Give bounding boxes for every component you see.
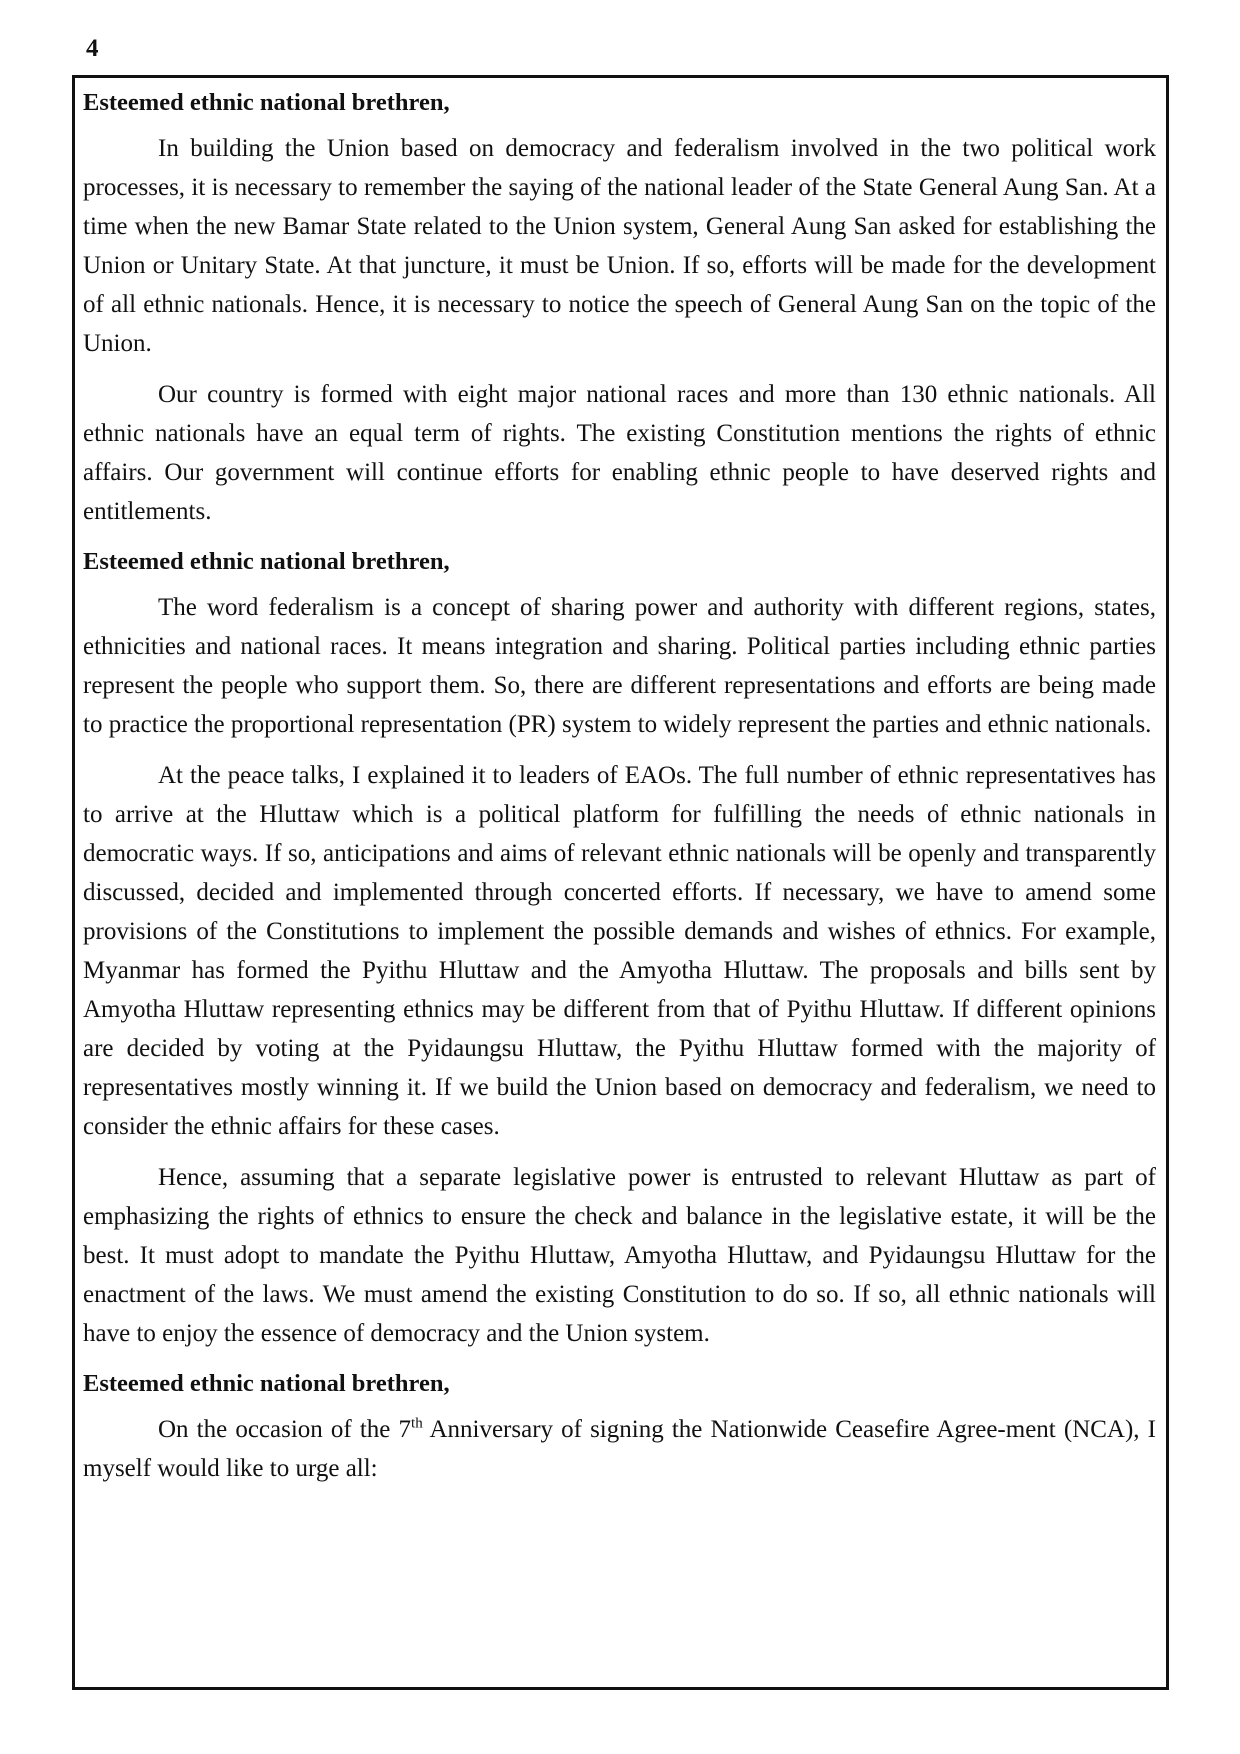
salutation-heading: Esteemed ethnic national brethren, — [83, 1370, 450, 1397]
paragraph-nca-anniversary — [83, 1410, 1156, 1488]
paragraph-peace-talks: At the peace talks, I explained it to leaders of EAOs. The full number of ethnic representatives has to arrive at the Hluttaw which is a political platform for fulfilling the needs of ethnic nationals in democratic ways. If so, anticipations and aims of relevant ethnic nationals will be openly and transparently discussed, decided and implemented through concerted efforts. If necessary, we have to amend some provisions of the Constitutions to implement the possible demands and wishes of ethnics. For example, Myanmar has formed the Pyithu Hluttaw and the Amyotha Hluttaw. The proposals and bills sent by Amyotha Hluttaw representing ethnics may be different from that of Pyithu Hluttaw. If different opinions are decided by voting at the Pyidaungsu Hluttaw, the Pyithu Hluttaw formed with the majority of representatives mostly winning it. If we build the Union based on democracy and federalism, we need to consider the ethnic affairs for these cases. — [83, 762, 1156, 1140]
nca-text-after: Anniversary of signing the Nationwide Ceasefire Agree-ment (NCA), I myself would like to urge all: — [83, 1416, 1156, 1482]
paragraph-federalism-concept: The word federalism is a concept of sharing power and authority with different regions, states, ethnicities and national races. It means integration and sharing. Political parties including ethnic parties represent the people who support them. So, there are different representations and efforts are being made to practice the proportional representation (PR) system to widely represent the parties and ethnic nationals. — [83, 594, 1156, 738]
paragraph-union-general-aung-san: In building the Union based on democracy and federalism involved in the two political work processes, it is necessary to remember the saying of the national leader of the State General Aung San. At a time when the new Bamar State related to the Union system, General Aung San asked for establishing the Union or Unitary State. At that juncture, it must be Union. If so, efforts will be made for the development of all ethnic nationals. Hence, it is necessary to notice the speech of General Aung San on the topic of the Union. — [83, 135, 1156, 357]
salutation-heading: Esteemed ethnic national brethren, — [83, 89, 450, 116]
salutation-heading: Esteemed ethnic national brethren, — [83, 548, 450, 575]
paragraph-ethnic-rights: Our country is formed with eight major national races and more than 130 ethnic nationals. All ethnic nationals have an equal term of rights. The existing Constitution mentions the rights of ethnic affairs. Our government will continue efforts for enabling ethnic people to have deserved rights and entitlements. — [83, 381, 1156, 525]
nca-text-before: On the occasion of the 7 — [158, 1416, 412, 1443]
paragraph-legislative-power: Hence, assuming that a separate legislative power is entrusted to relevant Hluttaw as part of emphasizing the rights of ethnics to ensure the check and balance in the legislative estate, it will be the best. It must adopt to mandate the Pyithu Hluttaw, Amyotha Hluttaw, and Pyidaungsu Hluttaw for the enactment of the laws. We must amend the existing Constitution to do so. If so, all ethnic nationals will have to enjoy the essence of democracy and the Union system. — [83, 1164, 1156, 1347]
ordinal-superscript: th — [411, 1415, 423, 1432]
page-number: 4 — [86, 35, 99, 62]
text-frame — [72, 75, 1169, 1690]
